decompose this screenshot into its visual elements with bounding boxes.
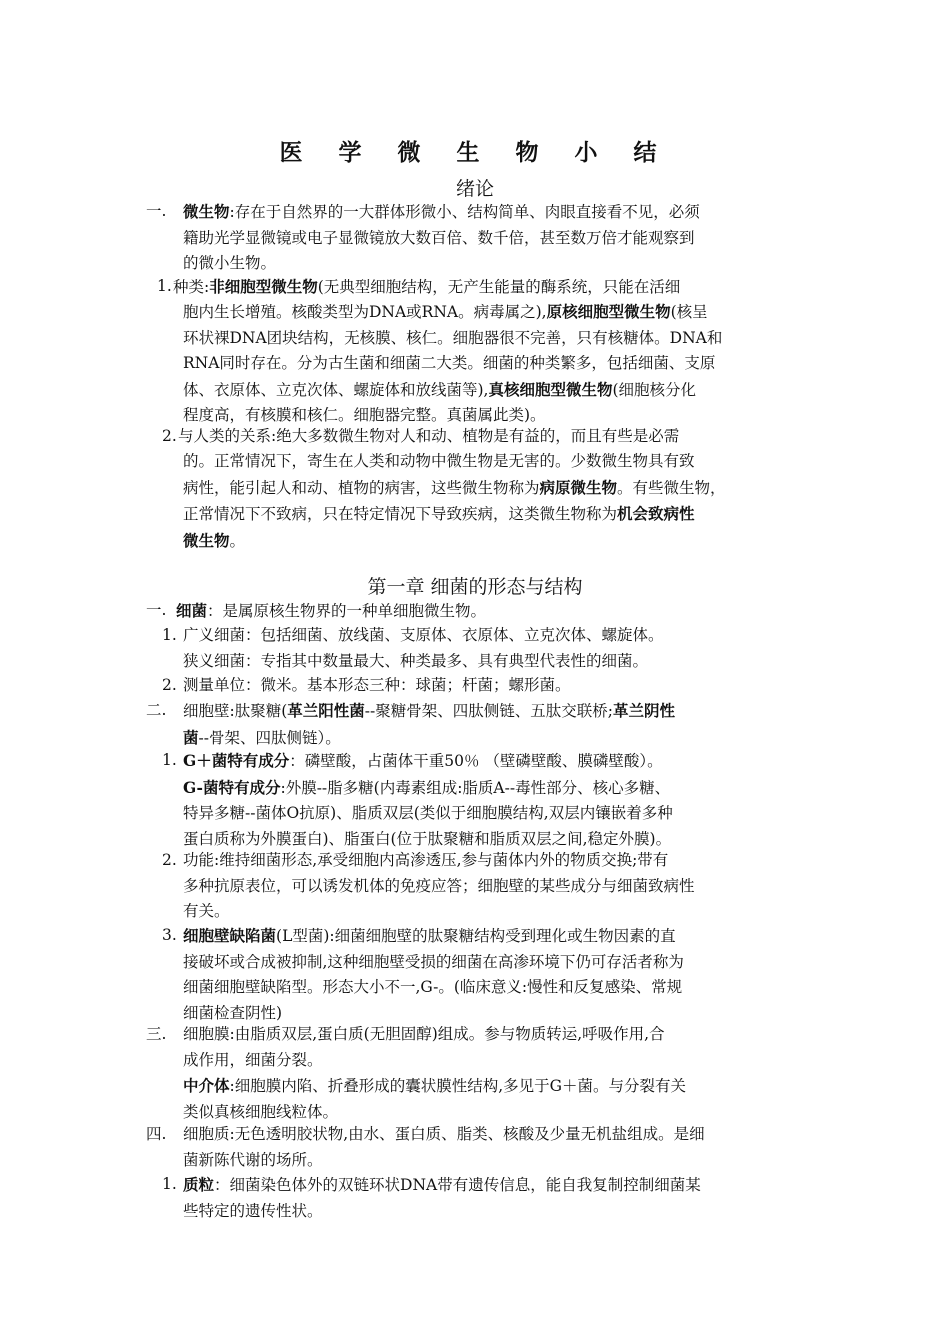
- term-bold: 机会致病性: [617, 504, 695, 523]
- term-bold: 微生物: [183, 530, 230, 550]
- list-number: 四.: [146, 1125, 167, 1143]
- term-bold: 质粒: [183, 1175, 215, 1194]
- paragraph-cytoplasm: 细胞质:无色透明胶状物,由水、蛋白质、脂类、核酸及少量无机盐组成。是细 菌新陈代谢的场所。: [183, 1125, 705, 1169]
- term-bold: 真核细胞型微生物: [488, 379, 613, 399]
- paragraph-bacteria-scope: 广义细菌：包括细菌、放线菌、支原体、衣原体、立克次体、螺旋体。 狭义细菌：专指其中数量最大、种类最多、具有典型代表性的细菌。: [183, 626, 664, 670]
- paragraph-bacteria: 细菌：是属原核生物界的一种单细胞微生物。: [176, 601, 487, 620]
- term-bold: 原核细胞型微生物: [546, 302, 671, 321]
- paragraph-types: 种类:非细胞型微生物(无典型细胞结构，无产生能量的酶系统，只能在活细: [173, 277, 681, 296]
- paragraph-units: 测量单位：微米。基本形态三种：球菌；杆菌；螺形菌。: [183, 676, 571, 694]
- paragraph-relation: 与人类的关系:绝大多数微生物对人和动、植物是有益的，而且有些是必需: [178, 427, 680, 445]
- paragraph-relation-cont: 的。正常情况下，寄生在人类和动物中微生物是无害的。少数微生物具有致 病性，能引起人和动、植物的病害，这些微生物称为病原微生物。有些微生物， 正常情况下不致病，只在特定情况下导致疾病，这类微生物称为机会致病性 微生物。: [183, 452, 726, 550]
- section-heading-chapter1: 第一章 细菌的形态与结构: [367, 576, 583, 598]
- list-number: 3.: [162, 926, 177, 944]
- paragraph-gram-components: G＋菌特有成分：磷壁酸，占菌体干重50％ （壁磷壁酸、膜磷壁酸）。 G-菌特有成分:外膜--脂多糖(内毒素组成:脂质A--毒性部分、核心多糖、 特异多糖--菌体O抗原)、脂质双层(类似于细胞膜结构,双层内镶嵌着多种 蛋白质称为外膜蛋白)、脂蛋白(位于肽聚糖和脂质双层之间,稳定外膜)。: [183, 751, 673, 848]
- list-number: 1.: [162, 1175, 177, 1193]
- term-bold: 病原微生物: [539, 477, 618, 497]
- list-number: 2.: [162, 851, 177, 869]
- paragraph-l-form: 细胞壁缺陷菌(L型菌):细菌细胞壁的肽聚糖结构受到理化或生物因素的直 接破坏或合成被抑制,这种细胞壁受损的细菌在高渗环境下仍可存活者称为 细菌细胞壁缺陷型。形态大小不一,G-。(临床意义:慢性和反复感染、常规 细菌检查阴性): [183, 926, 684, 1022]
- list-number: 2.: [162, 676, 177, 694]
- list-number: 2.: [162, 427, 177, 445]
- term-bold: 菌: [183, 727, 199, 747]
- term-bold: 细菌: [176, 601, 208, 620]
- term-bold: 中介体: [183, 1076, 230, 1095]
- paragraph-cell-wall: 细胞壁:肽聚糖(革兰阳性菌--聚糖骨架、四肽侧链、五肽交联桥;革兰阴性 菌--骨架、四肽侧链）。: [183, 701, 676, 747]
- paragraph-plasmid: 质粒：细菌染色体外的双链环状DNA带有遗传信息，能自我复制控制细菌某 些特定的遗传性状。: [183, 1175, 701, 1220]
- term-bold: 微生物: [183, 202, 230, 221]
- term-bold: 革兰阴性: [613, 701, 676, 720]
- list-number: 1.: [157, 277, 172, 295]
- term-bold: 非细胞型微生物: [209, 277, 318, 296]
- paragraph-wall-function: 功能:维持细菌形态,承受细胞内高渗透压,参与菌体内外的物质交换;带有 多种抗原表位，可以诱发机体的免疫应答；细胞壁的某些成分与细菌致病性 有关。: [183, 851, 695, 920]
- list-number: 1.: [162, 626, 177, 644]
- section-heading-intro: 绪论: [455, 178, 494, 200]
- list-number: 一.: [146, 202, 167, 220]
- list-number: 一.: [146, 601, 167, 619]
- list-number: 三.: [146, 1025, 167, 1043]
- page-title: 医 学 微 生 物 小 结: [279, 139, 671, 166]
- term-bold: G-菌特有成分: [183, 777, 281, 797]
- list-number: 1.: [162, 751, 177, 769]
- paragraph-cell-membrane: 细胞膜:由脂质双层,蛋白质(无胆固醇)组成。参与物质转运,呼吸作用,合 成作用，细菌分裂。 中介体:细胞膜内陷、折叠形成的囊状膜性结构,多见于G＋菌。与分裂有关 类似真核细胞线粒体。: [183, 1025, 687, 1121]
- list-number: 二.: [146, 701, 167, 719]
- paragraph-types-cont: 胞内生长增殖。核酸类型为DNA或RNA。病毒属之),原核细胞型微生物(核呈 环状裸DNA团块结构，无核膜、核仁。细胞器很不完善，只有核糖体。DNA和 RNA同时存在。分为古生菌和细菌二大类。细菌的种类繁多，包括细菌、支原 体、衣原体、立克次体、螺旋体和放线菌等),真核细胞型微生物(细胞核分化 程度高，有核膜和核仁。细胞器完整。真菌属此类)。: [183, 302, 723, 424]
- paragraph-microbe-def: 微生物:存在于自然界的一大群体形微小、结构简单、肉眼直接看不见，必须 籍助光学显微镜或电子显微镜放大数百倍、数千倍，甚至数万倍才能观察到 的微小生物。: [183, 202, 700, 272]
- term-bold: 细胞壁缺陷菌: [183, 926, 277, 945]
- term-bold: G＋菌特有成分: [183, 751, 290, 770]
- term-bold: 革兰阳性菌: [287, 701, 365, 720]
